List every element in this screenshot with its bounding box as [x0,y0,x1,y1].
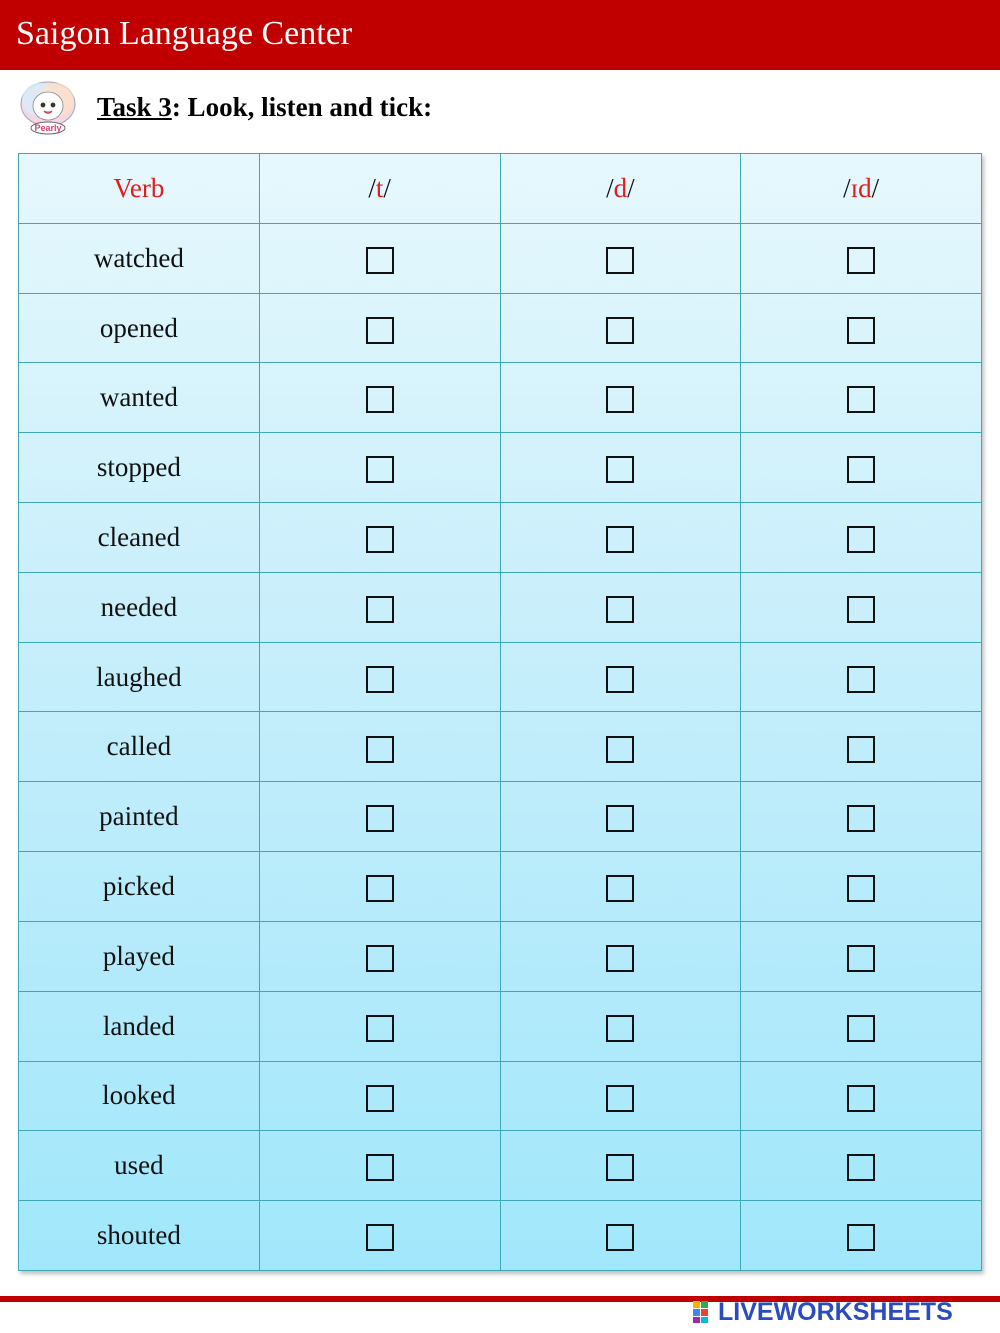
verb-cell: shouted [19,1201,260,1271]
tick-checkbox-id[interactable] [847,666,875,693]
header-bar [0,0,1000,70]
tick-cell-id [741,642,982,712]
tick-cell-id [741,712,982,782]
header-title: Saigon Language Center [16,15,353,52]
tick-cell-t [259,503,500,573]
tick-checkbox-id[interactable] [847,945,875,972]
tick-cell-d [500,921,741,991]
tick-table [18,153,982,1271]
tick-checkbox-id[interactable] [847,1085,875,1112]
tick-checkbox-d[interactable] [606,596,634,623]
table-row [19,921,982,991]
tick-cell-id [741,1201,982,1271]
tick-checkbox-t[interactable] [366,1015,394,1042]
tick-cell-id [741,363,982,433]
verb-cell: opened [19,293,260,363]
tick-cell-d [500,782,741,852]
tick-cell-id [741,572,982,642]
mascot-label: Pearly [34,123,62,133]
tick-cell-d [500,293,741,363]
tick-cell-d [500,503,741,573]
tick-checkbox-d[interactable] [606,317,634,344]
tick-cell-d [500,991,741,1061]
tick-checkbox-t[interactable] [366,1154,394,1181]
tick-checkbox-d[interactable] [606,456,634,483]
tick-checkbox-id[interactable] [847,875,875,902]
tick-checkbox-t[interactable] [366,1085,394,1112]
header-t: /t/ [259,154,500,224]
tick-cell-id [741,503,982,573]
tick-cell-d [500,1061,741,1131]
tick-cell-d [500,642,741,712]
tick-checkbox-t[interactable] [366,526,394,553]
tick-cell-id [741,921,982,991]
tick-checkbox-t[interactable] [366,1224,394,1251]
tick-cell-d [500,363,741,433]
tick-checkbox-d[interactable] [606,247,634,274]
table-row [19,223,982,293]
tick-cell-id [741,852,982,922]
verb-cell: called [19,712,260,782]
tick-cell-t [259,433,500,503]
task-number: Task 3 [97,92,172,122]
tick-cell-id [741,293,982,363]
table-row [19,1061,982,1131]
table-row [19,991,982,1061]
tick-cell-d [500,852,741,922]
tick-checkbox-t[interactable] [366,736,394,763]
verb-cell: picked [19,852,260,922]
verb-cell: needed [19,572,260,642]
tick-checkbox-t[interactable] [366,247,394,274]
tick-cell-t [259,223,500,293]
tick-checkbox-t[interactable] [366,666,394,693]
tick-cell-id [741,1061,982,1131]
tick-cell-t [259,921,500,991]
tick-cell-t [259,1061,500,1131]
tick-checkbox-t[interactable] [366,596,394,623]
tick-cell-t [259,852,500,922]
tick-cell-t [259,712,500,782]
verb-cell: watched [19,223,260,293]
table-row [19,782,982,852]
tick-checkbox-t[interactable] [366,456,394,483]
tick-checkbox-d[interactable] [606,666,634,693]
tick-cell-d [500,223,741,293]
tick-checkbox-d[interactable] [606,1224,634,1251]
tick-checkbox-t[interactable] [366,875,394,902]
table-row [19,503,982,573]
tick-cell-t [259,572,500,642]
header-verb: Verb [19,154,260,224]
tick-cell-t [259,642,500,712]
tick-checkbox-id[interactable] [847,317,875,344]
tick-checkbox-t[interactable] [366,317,394,344]
table-row [19,433,982,503]
tick-checkbox-t[interactable] [366,386,394,413]
tick-checkbox-id[interactable] [847,1224,875,1251]
verb-cell: wanted [19,363,260,433]
header-id: /ɪd/ [741,154,982,224]
tick-checkbox-d[interactable] [606,805,634,832]
tick-cell-d [500,712,741,782]
tick-cell-t [259,293,500,363]
tick-checkbox-id[interactable] [847,736,875,763]
tick-checkbox-t[interactable] [366,805,394,832]
table-row [19,642,982,712]
table-row [19,363,982,433]
verb-cell: used [19,1131,260,1201]
table-row [19,572,982,642]
tick-checkbox-d[interactable] [606,736,634,763]
verb-cell: laughed [19,642,260,712]
tick-checkbox-d[interactable] [606,386,634,413]
tick-cell-t [259,363,500,433]
tick-cell-id [741,1131,982,1201]
tick-cell-t [259,782,500,852]
table-row [19,1131,982,1201]
tick-checkbox-id[interactable] [847,456,875,483]
table-row [19,852,982,922]
table-row [19,293,982,363]
tick-checkbox-d[interactable] [606,945,634,972]
verb-cell: landed [19,991,260,1061]
verb-cell: painted [19,782,260,852]
table-row [19,712,982,782]
liveworksheets-icon [692,1300,716,1324]
tick-cell-id [741,223,982,293]
tick-checkbox-id[interactable] [847,1154,875,1181]
tick-cell-id [741,433,982,503]
verb-cell: played [19,921,260,991]
tick-checkbox-id[interactable] [847,1015,875,1042]
tick-checkbox-d[interactable] [606,1154,634,1181]
tick-cell-t [259,1131,500,1201]
tick-checkbox-id[interactable] [847,386,875,413]
pearly-mascot-icon [18,78,78,136]
tick-checkbox-t[interactable] [366,945,394,972]
tick-cell-id [741,782,982,852]
tick-cell-t [259,1201,500,1271]
tick-checkbox-d[interactable] [606,526,634,553]
verb-cell: looked [19,1061,260,1131]
header-d: /d/ [500,154,741,224]
tick-cell-d [500,1131,741,1201]
tick-checkbox-id[interactable] [847,805,875,832]
liveworksheets-logo [692,1297,953,1327]
task-instruction [97,92,432,123]
tick-checkbox-id[interactable] [847,526,875,553]
tick-cell-d [500,572,741,642]
tick-checkbox-id[interactable] [847,596,875,623]
verb-cell: cleaned [19,503,260,573]
verb-cell: stopped [19,433,260,503]
tick-checkbox-d[interactable] [606,1015,634,1042]
tick-cell-t [259,991,500,1061]
table-header-row [19,154,982,224]
tick-checkbox-d[interactable] [606,1085,634,1112]
tick-cell-id [741,991,982,1061]
task-text: : Look, listen and tick: [171,92,433,122]
tick-checkbox-id[interactable] [847,247,875,274]
tick-cell-d [500,1201,741,1271]
tick-checkbox-d[interactable] [606,875,634,902]
liveworksheets-text: LIVEWORKSHEETS [718,1297,953,1326]
tick-cell-d [500,433,741,503]
table-row [19,1201,982,1271]
